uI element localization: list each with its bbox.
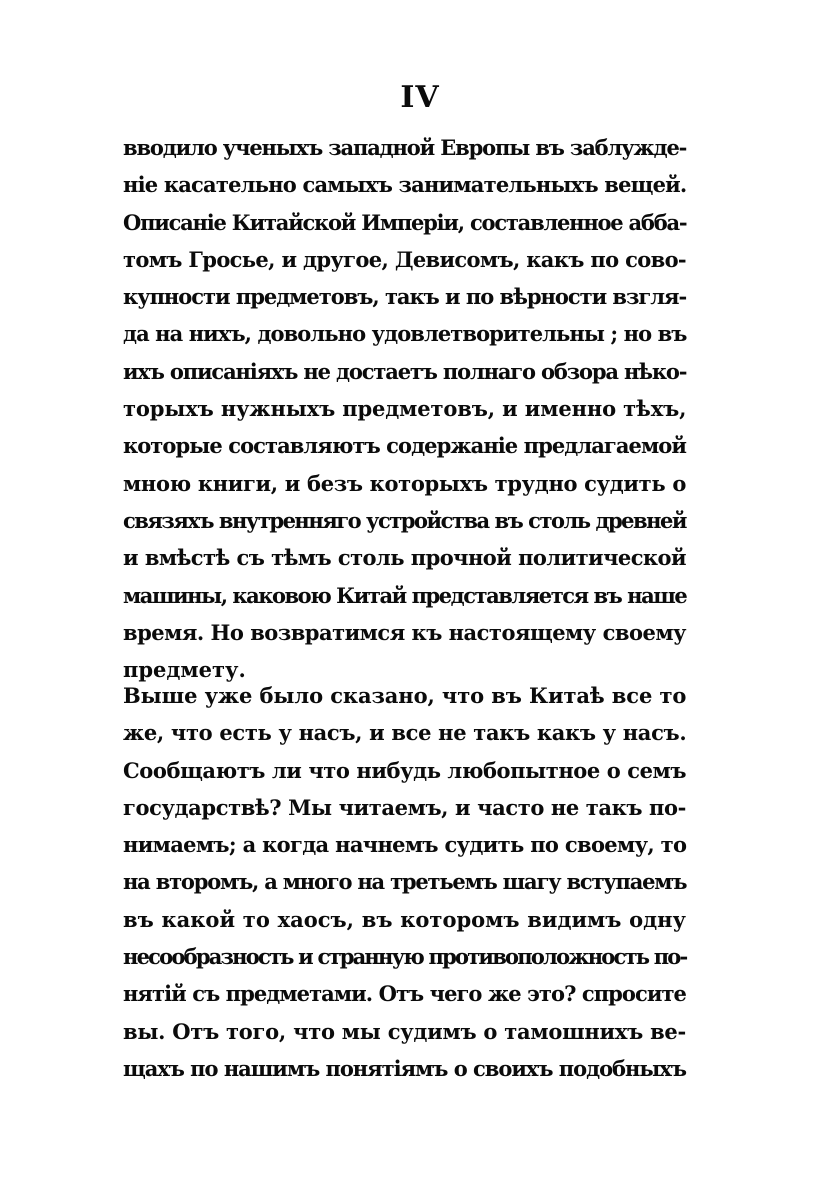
text-line: ніе касательно самыхъ занимательныхъ вещей. xyxy=(123,172,687,198)
paragraph-2 xyxy=(123,677,686,1087)
text-line: нятій съ предметами. Отъ чего же это? спросите xyxy=(123,981,686,1007)
text-line: Сообщаютъ ли что нибудь любопытное о семъ xyxy=(123,757,687,783)
paragraph-1 xyxy=(123,129,686,688)
text-line: щахъ по нашимъ понятіямъ о своихъ подобныхъ xyxy=(123,1055,686,1081)
page-number: IV xyxy=(400,80,440,115)
text-line: несообразность и странную противоположность по- xyxy=(123,944,687,970)
text-line: на второмъ, а много на третьемъ шагу вступаемъ xyxy=(123,869,687,895)
text-line: Описаніе Китайской Имперіи, составленное абба- xyxy=(123,209,687,235)
text-line: Выше уже было сказано, что въ Китаѣ все то xyxy=(123,683,687,708)
text-line: машины, каковою Китай представляется въ наше xyxy=(123,582,687,608)
text-line: которые составляютъ содержаніе предлагаемой xyxy=(123,433,686,459)
text-line: томъ Гросье, и другое, Девисомъ, какъ по сово- xyxy=(123,246,686,272)
text-line: время. Но возвратимся къ настоящему своему xyxy=(123,619,686,645)
text-line: нимаемъ; а когда начнемъ судить по своему, то xyxy=(123,832,687,858)
text-line: да на нихъ, довольно удовлетворительны ; но въ xyxy=(123,321,687,347)
text-line: и вмѣстѣ съ тѣмъ столь прочной политической xyxy=(123,545,686,571)
text-line: купности предметовъ, такъ и по вѣрности взгля- xyxy=(123,284,687,310)
text-line: торыхъ нужныхъ предметовъ, и именно тѣхъ, xyxy=(123,396,687,422)
text-line: въ какой то хаосъ, въ которомъ видимъ одну xyxy=(123,906,686,932)
text-line: же, что есть у насъ, и все не такъ какъ у насъ. xyxy=(123,720,687,746)
text-line: мною книги, и безъ которыхъ трудно судить о xyxy=(123,470,686,496)
text-line: ихъ описаніяхъ не достаетъ полнаго обзора нѣко- xyxy=(123,358,687,384)
text-line: связяхъ внутренняго устройства въ столь древней xyxy=(123,507,686,533)
text-line: вводило ученыхъ западной Европы въ заблужде- xyxy=(123,135,687,160)
text-line: государствѣ? Мы читаемъ, и часто не такъ по- xyxy=(123,794,686,820)
text-line: предмету. xyxy=(123,657,246,683)
text-line: вы. Отъ того, что мы судимъ о тамошнихъ ве- xyxy=(123,1018,686,1044)
